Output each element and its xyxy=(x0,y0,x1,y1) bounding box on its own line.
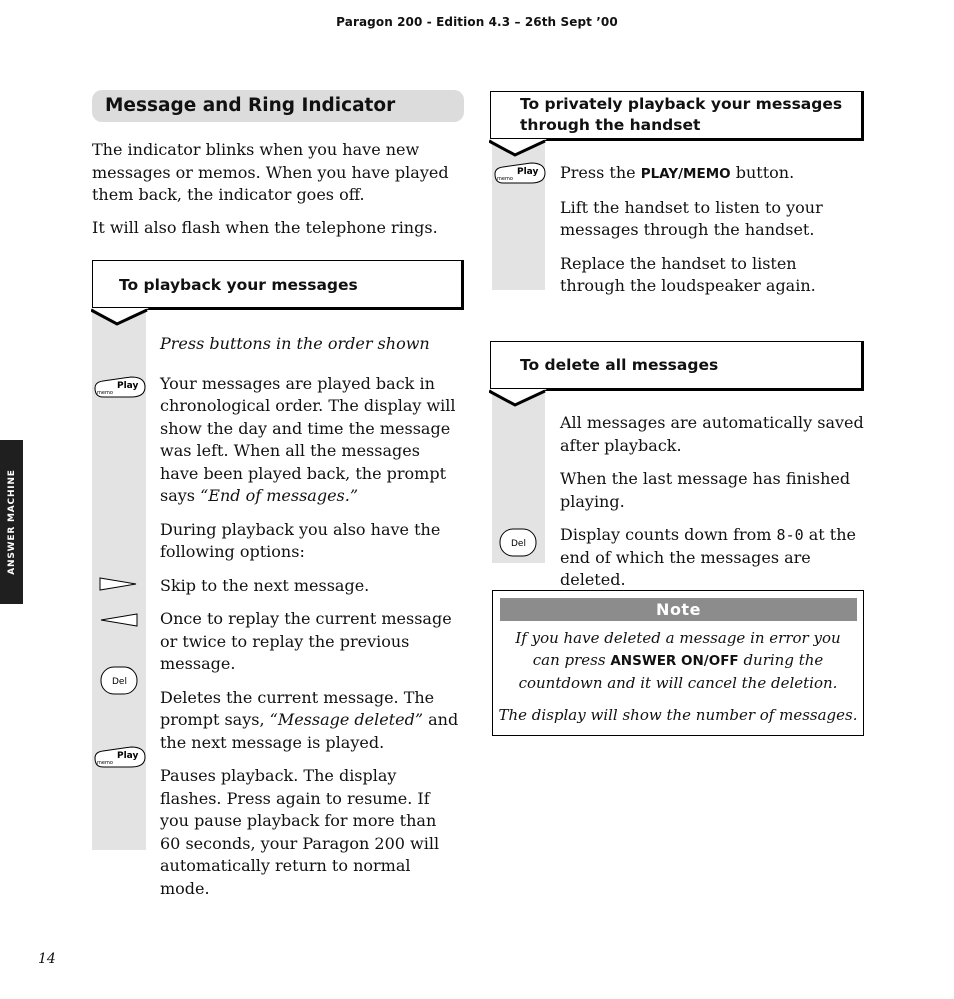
replay-text: Once to replay the current message or twice to replay the previous message. xyxy=(160,609,452,673)
press-play-text: Press the PLAY/MEMO button. xyxy=(560,163,795,182)
note-title: Note xyxy=(656,600,701,619)
playback-steps xyxy=(160,333,460,900)
options-intro: During playback you also have the following options: xyxy=(160,519,441,561)
svg-text:memo: memo xyxy=(97,760,113,766)
playback-instruction: Press buttons in the order shown xyxy=(160,334,430,353)
private-playback-heading: To privately playback your messages through the handset xyxy=(520,95,843,134)
skip-forward-key-icon xyxy=(99,577,139,591)
private-playback-heading-box xyxy=(490,91,864,141)
playback-heading-box xyxy=(92,260,464,310)
lcd-countdown: 8-0 xyxy=(776,526,804,544)
intro-paragraph: The indicator blinks when you have new messages or memos. When you have played them back, the indicator goes off. xyxy=(92,140,449,204)
delete-all-steps xyxy=(560,412,864,592)
play-memo-key-icon xyxy=(93,745,147,771)
note-line: countdown and it will cancel the deletion. xyxy=(518,674,838,692)
playback-step-text: Your messages are played back in chronological order. The display will show the day and time the message was left. When all the messages have been played back, the prompt says “End of messages.” xyxy=(160,373,456,505)
tab-notch xyxy=(91,308,151,328)
pause-text: Pauses playback. The display flashes. Press again to resume. If you pause playback for more than 60 seconds, your Paragon 200 will automatically return to normal mode. xyxy=(160,766,440,898)
section-title-text: Message and Ring Indicator xyxy=(105,95,396,116)
svg-text:Play: Play xyxy=(517,167,539,177)
note-line: can press ANSWER ON/OFF during the xyxy=(532,651,824,669)
play-memo-key-icon xyxy=(93,375,147,401)
intro-paragraph: It will also flash when the telephone rings. xyxy=(92,217,438,237)
note-title-bar xyxy=(500,598,857,621)
side-tab xyxy=(0,440,23,604)
note-line: If you have deleted a message in error you xyxy=(515,629,841,647)
section-title xyxy=(92,90,464,122)
note-line: The display will show the number of messages. xyxy=(498,706,858,724)
tab-notch xyxy=(489,139,549,159)
running-header: Paragon 200 - Edition 4.3 – 26th Sept ’00 xyxy=(336,15,618,29)
side-tab-label: ANSWER MACHINE xyxy=(6,469,17,575)
delete-key-icon xyxy=(100,666,140,696)
delete-all-heading-box xyxy=(490,341,864,391)
svg-text:Play: Play xyxy=(117,751,139,761)
play-memo-key-icon xyxy=(493,161,547,187)
svg-text:memo: memo xyxy=(497,176,513,182)
note-box xyxy=(492,590,864,736)
auto-saved-text: All messages are automatically saved after playback. xyxy=(560,413,864,455)
replace-handset-text: Replace the handset to listen through the loudspeaker again. xyxy=(560,253,816,295)
skip-back-key-icon xyxy=(99,613,139,627)
lift-handset-text: Lift the handset to listen to your messages through the handset. xyxy=(560,197,823,239)
svg-text:Play: Play xyxy=(117,381,139,391)
svg-text:Del: Del xyxy=(511,539,526,549)
countdown-text: Display counts down from 8-0 at the end of which the messages are deleted. xyxy=(560,525,856,589)
private-playback-steps xyxy=(560,162,860,298)
svg-text:Del: Del xyxy=(112,677,127,687)
tab-notch xyxy=(489,389,549,409)
playback-heading: To playback your messages xyxy=(119,276,358,294)
svg-text:memo: memo xyxy=(97,390,113,396)
page-number: 14 xyxy=(38,951,56,967)
intro-text xyxy=(92,139,452,239)
delete-all-heading: To delete all messages xyxy=(520,356,719,374)
last-message-text: When the last message has finished playing. xyxy=(560,469,851,511)
delete-text: Deletes the current message. The prompt says, “Message deleted” and the next message is played. xyxy=(160,687,459,752)
delete-key-icon xyxy=(499,528,539,558)
skip-text: Skip to the next message. xyxy=(160,575,370,595)
